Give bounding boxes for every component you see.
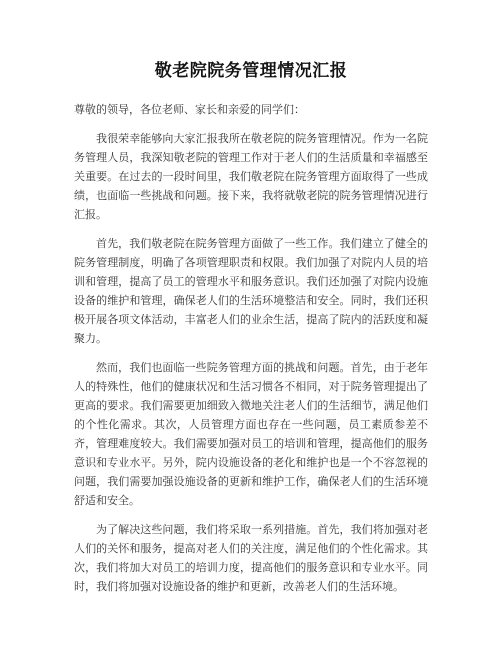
paragraph-intro: 我很荣幸能够向大家汇报我所在敬老院的院务管理情况。作为一名院务管理人员，我深知敬老院的管理工作对于老人们的生活质量和幸福感至关重要。在过去的一段时间里，我们敬老院在院务管理方面取得了一些成绩，也面临一些挑战和问题。接下来，我将就敬老院的院务管理情况进行汇报。 — [74, 132, 428, 221]
paragraph-challenges: 然而，我们也面临一些院务管理方面的挑战和问题。首先，由于老年人的特殊性，他们的健康状况和生活习惯各不相同，对于院务管理提出了更高的要求。我们需要更加细致入微地关注老人们的生活细节，满足他们的个性化需求。其次，人员管理方面也存在一些问题，员工素质参差不齐，管理难度较大。我们需要加强对员工的培训和管理，提高他们的服务意识和专业水平。另外，院内设施设备的老化和维护也是一个不容忽视的问题，我们需要加强设施设备的更新和维护工作，确保老人们的生活环境舒适和安全。 — [74, 361, 428, 507]
paragraph-achievements: 首先，我们敬老院在院务管理方面做了一些工作。我们建立了健全的院务管理制度，明确了各项管理职责和权限。我们加强了对院内人员的培训和管理，提高了员工的管理水平和服务意识。我们还加强了对院内设施设备的维护和管理，确保老人们的生活环境整洁和安全。同时，我们还积极开展各项文体活动，丰富老人们的业余生活，提高了院内的活跃度和凝聚力。 — [74, 237, 428, 345]
greeting-line: 尊敬的领导，各位老师、家长和亲爱的同学们： — [74, 103, 305, 116]
paragraph-measures: 为了解决这些问题，我们将采取一系列措施。首先，我们将加强对老人们的关怀和服务，提高对老人们的关注度，满足他们的个性化需求。其次，我们将加大对员工的培训力度，提高他们的服务意识和专业水平。同时，我们将加强对设施设备的维护和更新，改善老人们的生活环境。 — [74, 523, 428, 593]
document-title: 敬老院院务管理情况汇报 — [154, 61, 348, 81]
